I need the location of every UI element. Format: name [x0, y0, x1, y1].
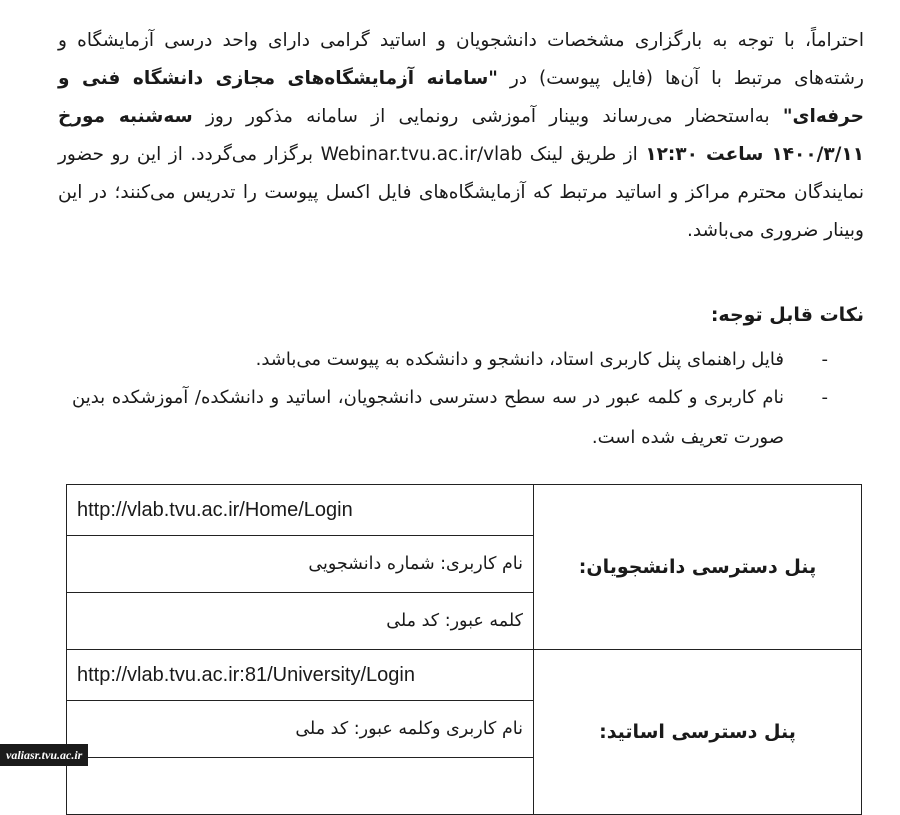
students-username: نام کاربری: شماره دانشجویی	[67, 536, 534, 593]
table-row	[67, 485, 862, 536]
table-row	[67, 650, 862, 701]
paragraph-text-1: احتراماً، با توجه به بارگزاری مشخصات دانشجویان و اساتید گرامی دارای واحد درسی آزمایشگاه و رشته‌های مرتبط با آن‌ها (فایل پیوست) در	[58, 30, 864, 89]
students-password: کلمه عبور: کد ملی	[67, 593, 534, 650]
note-item	[72, 342, 828, 378]
notes-title: نکات قابل توجه:	[710, 304, 864, 326]
paragraph-text-2: به‌استحضار می‌رساند وبینار آموزشی رونمایی از سامانه مذکور روز	[192, 106, 783, 127]
professors-panel-header: پنل دسترسی اساتید:	[534, 650, 862, 815]
paragraph-text-3: از طریق لینک	[522, 144, 646, 165]
table-empty-cell	[67, 758, 534, 815]
bullet-dash: -	[821, 349, 828, 370]
announcement-paragraph	[58, 22, 864, 250]
notes-list	[72, 342, 828, 458]
webinar-link: Webinar.tvu.ac.ir/vlab	[320, 144, 523, 165]
credentials-table	[66, 484, 862, 815]
site-watermark: valiasr.tvu.ac.ir	[0, 744, 88, 766]
note-text: نام کاربری و کلمه عبور در سه سطح دسترسی دانشجویان، اساتید و دانشکده/ آموزشکده بدین صورت تعریف شده است.	[72, 387, 784, 448]
paragraph-text-4: برگزار می‌گردد. از این رو حضور نمایندگان محترم مراکز و اساتید مرتبط که آزمایشگاه‌های فایل اکسل پیوست را تدریس می‌کنند؛ در این وبینار ضروری می‌باشد.	[58, 144, 864, 241]
note-item	[72, 378, 828, 458]
webinar-datetime: سه‌شنبه مورخ ۱۴۰۰/۳/۱۱ ساعت ۱۲:۳۰	[58, 106, 865, 165]
students-url: http://vlab.tvu.ac.ir/Home/Login	[67, 485, 534, 536]
professors-credentials: نام کاربری وکلمه عبور: کد ملی	[67, 701, 534, 758]
note-text: فایل راهنمای پنل کاربری استاد، دانشجو و دانشکده به پیوست می‌باشد.	[255, 349, 784, 370]
bullet-dash: -	[821, 387, 828, 408]
professors-url: http://vlab.tvu.ac.ir:81/University/Login	[67, 650, 534, 701]
system-name: "سامانه آزمایشگاه‌های مجازی دانشگاه فنی و حرفه‌ای"	[58, 68, 865, 127]
students-panel-header: پنل دسترسی دانشجویان:	[534, 485, 862, 650]
